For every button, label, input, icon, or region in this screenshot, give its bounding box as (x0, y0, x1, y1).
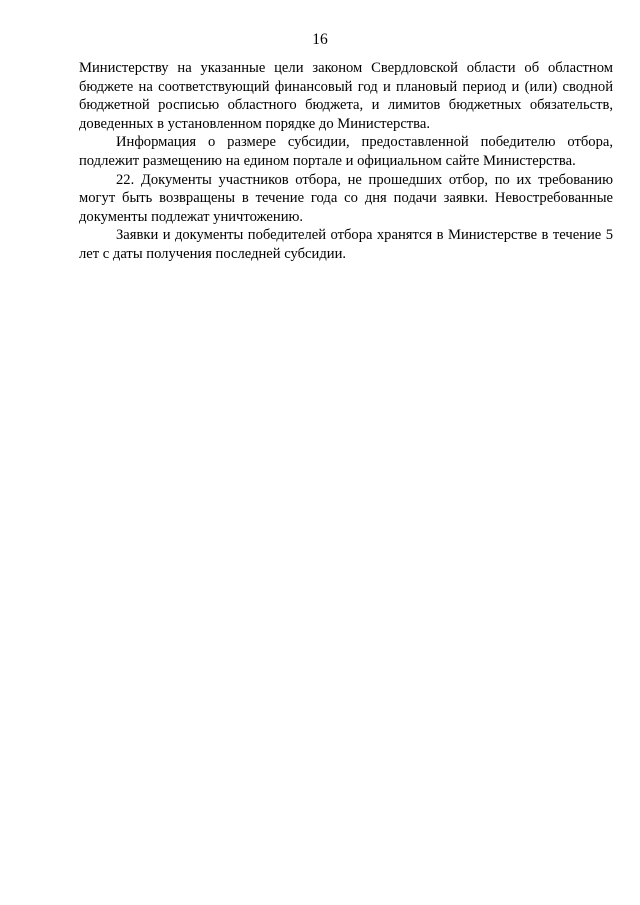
document-body (79, 59, 613, 264)
page-number: 16 (312, 31, 328, 48)
paragraph-documents-storage: Заявки и документы победителей отбора хранятся в Министерстве в течение 5 лет с даты получения последней субсидии. (79, 227, 613, 262)
paragraph-budget-limits: Министерству на указанные цели законом Свердловской области об областном бюджете на соответствующий финансовый год и плановый период и (или) сводной бюджетной росписью областного бюджета, и лимитов бюджетных обязательств, доведенных в установленном порядке до Министерства. (79, 60, 613, 132)
paragraph-subsidy-information: Информация о размере субсидии, предоставленной победителю отбора, подлежит размещению на едином портале и официальном сайте Министерства. (79, 134, 613, 169)
paragraph-documents-return: 22. Документы участников отбора, не прошедших отбор, по их требованию могут быть возвращены в течение года со дня подачи заявки. Невостребованные документы подлежат уничтожению. (79, 171, 613, 225)
